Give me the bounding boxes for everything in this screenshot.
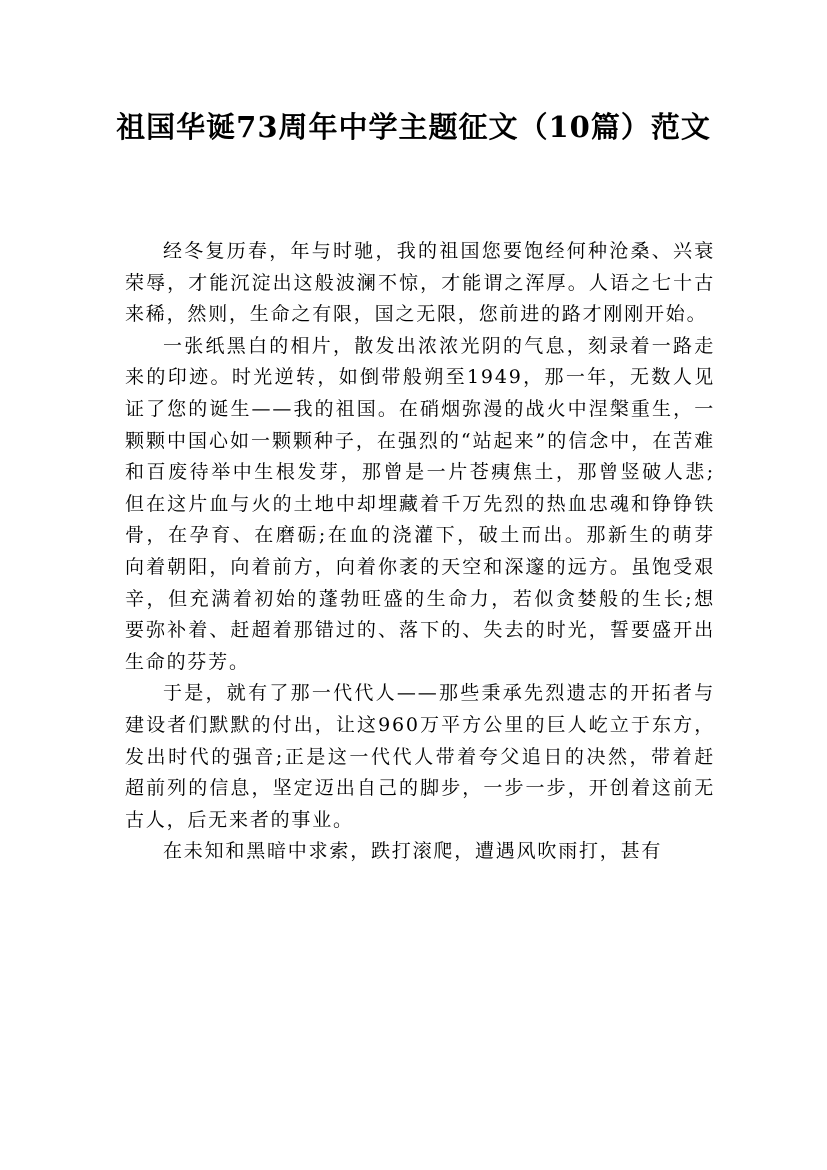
paragraph-1: 经冬复历春，年与时驰，我的祖国您要饱经何种沧桑、兴衰荣辱，才能沉淀出这般波澜不惊，才能谓之浑厚。人语之七十古来稀，然则，生命之有限，国之无限，您前进的路才刚刚开始。	[125, 240, 715, 326]
document-title: 祖国华诞73周年中学主题征文（10篇）范文	[116, 110, 711, 144]
document-body	[125, 236, 715, 868]
paragraph-4: 在未知和黑暗中求索，跌打滚爬，遭遇风吹雨打，甚有	[163, 840, 663, 863]
paragraph-3: 于是，就有了那一代代人——那些秉承先烈遗志的开拓者与建设者们默默的付出，让这960万平方公里的巨人屹立于东方，发出时代的强音;正是这一代代人带着夸父追日的决然，带着赶超前列的信息，坚定迈出自己的脚步，一步一步，开创着这前无古人，后无来者的事业。	[125, 682, 715, 831]
paragraph-2: 一张纸黑白的相片，散发出浓浓光阴的气息，刻录着一路走来的印迹。时光逆转，如倒带般朔至1949，那一年，无数人见证了您的诞生——我的祖国。在硝烟弥漫的战火中涅槃重生，一颗颗中国心如一颗颗种子，在强烈的“站起来”的信念中，在苦难和百废待举中生根发芽，那曾是一片苍痍焦土，那曾竖破人悲;但在这片血与火的土地中却埋藏着千万先烈的热血忠魂和铮铮铁骨，在孕育、在磨砺;在血的浇灌下，破土而出。那新生的萌芽向着朝阳，向着前方，向着你袤的天空和深邃的远方。虽饱受艰辛，但充满着初始的蓬勃旺盛的生命力，若似贪婪般的生长;想要弥补着、赶超着那错过的、落下的、失去的时光，誓要盛开出生命的芬芳。	[125, 334, 715, 673]
